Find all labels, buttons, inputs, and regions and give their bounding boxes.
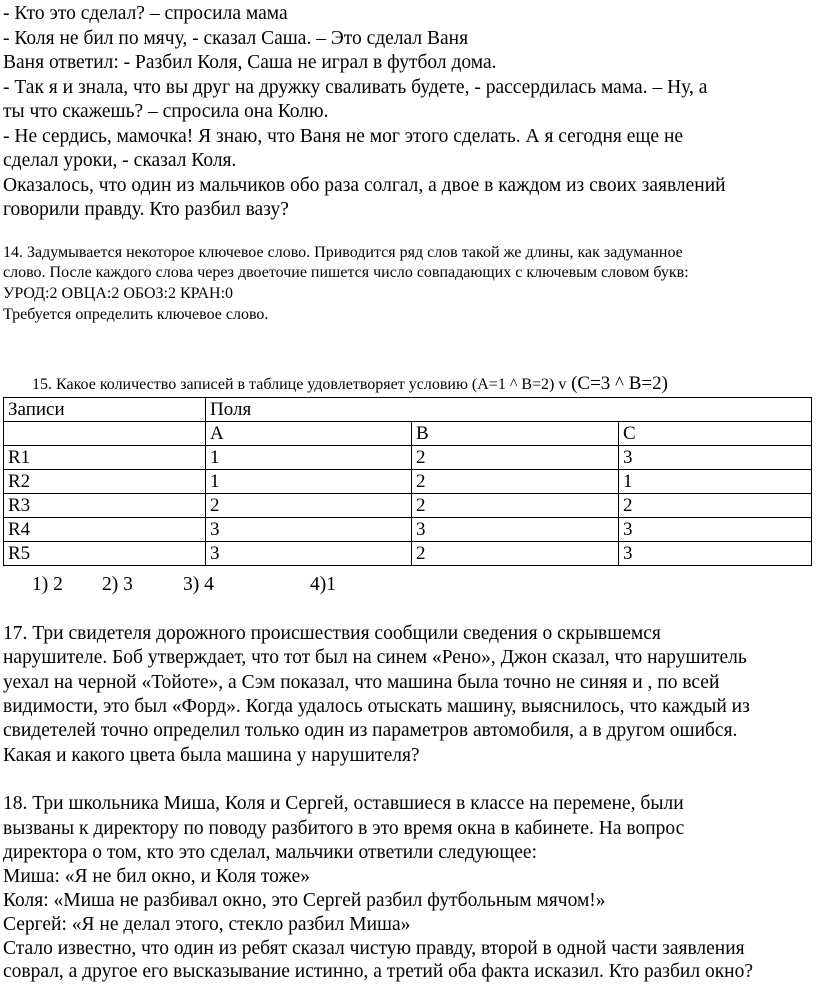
task18-line: директора о том, кто это сделал, мальчики ответили следующее: (3, 842, 537, 863)
table-cell: 2 (206, 494, 412, 518)
record-name: R2 (4, 470, 206, 494)
table-cell: 2 (619, 494, 812, 518)
column-header: A (206, 422, 412, 446)
table-subheader-row (4, 422, 812, 446)
dialog-line: - Коля не бил по мячу, - сказал Саша. – Это сделал Ваня (3, 28, 469, 49)
dialog-line: - Кто это сделал? – спросила мама (3, 3, 288, 24)
task18-line: соврал, а другое его высказывание истинно, а третий оба факта исказил. Кто разбил окно? (3, 961, 754, 982)
column-header: C (619, 422, 812, 446)
task14-line: слово. После каждого слова через двоеточие пишется число совпадающих с ключевым словом букв: (3, 264, 689, 281)
table-cell: 2 (412, 542, 619, 566)
task15-question (32, 373, 668, 396)
header-fields: Поля (206, 398, 812, 422)
table-cell: 1 (206, 470, 412, 494)
table-header-row (4, 398, 812, 422)
task17-line: нарушителе. Боб утверждает, что тот был на синем «Рено», Джон сказал, что нарушитель (3, 647, 747, 668)
task17-line: свидетелей точно определил только один из параметров автомобиля, а в другом ошибся. (3, 720, 738, 741)
table-row (4, 446, 812, 470)
dialog-line: - Так я и знала, что вы друг на дружку сваливать будете, - рассердилась мама. – Ну, а (3, 77, 708, 98)
task14-line: 14. Задумывается некоторое ключевое слово. Приводится ряд слов такой же длины, как задуманное (3, 244, 683, 261)
task15-question-part1: 15. Какое количество записей в таблице удовлетворяет условию (A=1 ^ B=2) v (32, 376, 567, 393)
task15-answers (32, 572, 336, 597)
answer-option: 4)1 (310, 574, 336, 595)
dialog-line: - Не сердись, мамочка! Я знаю, что Ваня не мог этого сделать. А я сегодня еще не (3, 126, 684, 147)
task14-line: УРОД:2 ОВЦА:2 ОБОЗ:2 КРАН:0 (3, 285, 234, 302)
answer-option: 2) 3 (102, 574, 133, 595)
task17-line: Какая и какого цвета была машина у нарушителя? (3, 745, 420, 766)
table-cell: 2 (412, 470, 619, 494)
task18-line: Сергей: «Я не делал этого, стекло разбил Миша» (3, 914, 411, 935)
dialog-line: Ваня ответил: - Разбил Коля, Саша не играл в футбол дома. (3, 52, 497, 73)
table-cell: 1 (206, 446, 412, 470)
task18-line: вызваны к директору по поводу разбитого в это время окна в кабинете. На вопрос (3, 818, 685, 839)
dialog-line: говорили правду. Кто разбил вазу? (3, 199, 289, 220)
task17-line: видимости, это был «Форд». Когда удалось отыскать машину, выяснилось, что каждый из (3, 696, 750, 717)
header-records: Записи (4, 398, 206, 422)
table-cell: 3 (619, 542, 812, 566)
table-cell: 1 (619, 470, 812, 494)
table-cell: 3 (619, 446, 812, 470)
task15-question-part2: (C=3 ^ B=2) (566, 373, 668, 394)
table-row (4, 494, 812, 518)
answer-option: 1) 2 (32, 574, 63, 595)
task14-line: Требуется определить ключевое слово. (3, 306, 269, 323)
column-header: B (412, 422, 619, 446)
table-cell: 2 (412, 446, 619, 470)
dialog-line: ты что скажешь? – спросила она Колю. (3, 101, 329, 122)
table-row (4, 542, 812, 566)
task18-line: Коля: «Миша не разбивал окно, это Сергей разбил футбольным мячом!» (3, 890, 606, 911)
record-name: R3 (4, 494, 206, 518)
record-name: R4 (4, 518, 206, 542)
dialog-line: сделал уроки, - сказал Коля. (3, 150, 237, 171)
table-cell: 3 (619, 518, 812, 542)
table-cell: 3 (206, 518, 412, 542)
table-cell: 3 (412, 518, 619, 542)
records-table (3, 397, 812, 566)
table-row (4, 518, 812, 542)
table-row (4, 470, 812, 494)
table-cell: 3 (206, 542, 412, 566)
table-cell: 2 (412, 494, 619, 518)
task18-line: Миша: «Я не бил окно, и Коля тоже» (3, 866, 311, 887)
answer-option: 3) 4 (183, 574, 214, 595)
dialog-line: Оказалось, что один из мальчиков обо раза солгал, а двое в каждом из своих заявлений (3, 175, 726, 196)
header-empty-cell (4, 422, 206, 446)
task18-line: 18. Три школьника Миша, Коля и Сергей, оставшиеся в классе на перемене, были (3, 793, 684, 814)
task17-line: уехал на черной «Тойоте», а Сэм показал, что машина была точно не синяя и , по всей (3, 672, 720, 693)
record-name: R5 (4, 542, 206, 566)
task17-line: 17. Три свидетеля дорожного происшествия сообщили сведения о скрывшемся (3, 623, 661, 644)
record-name: R1 (4, 446, 206, 470)
task18-line: Стало известно, что один из ребят сказал чистую правду, второй в одной части заявления (3, 938, 745, 959)
